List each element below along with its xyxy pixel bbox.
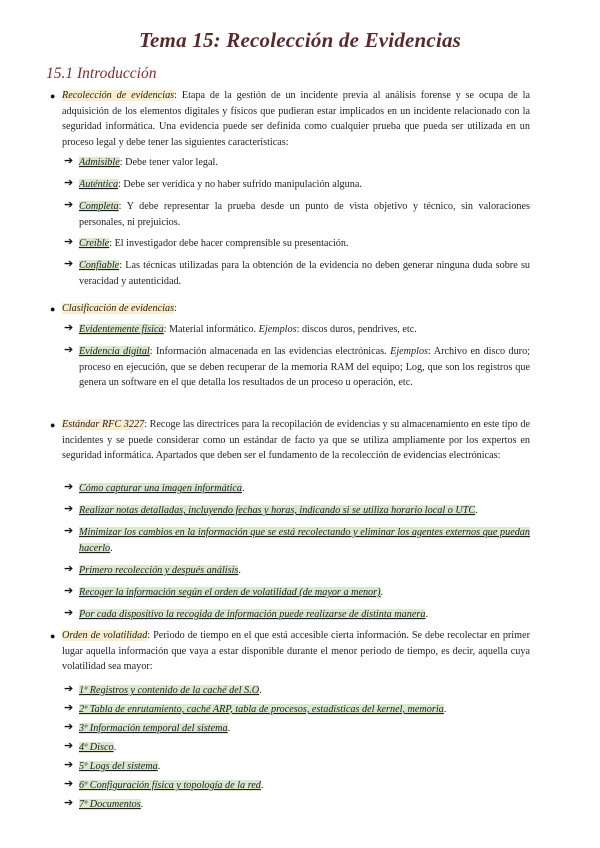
link-item[interactable]: 3º Información temporal del sistema. [79,723,231,734]
bullet-dot: ● [50,91,56,101]
arrow-icon: ➔ [64,525,74,537]
list-item: Evidentemente física: Material informático. Ejemplos: discos duros, pendrives, etc. [79,324,417,335]
link-item[interactable]: 2º Tabla de enrutamiento, caché ARP, tabla de procesos, estadísticas del kernel, memoria. [79,704,447,715]
paragraph-volatilidad: Orden de volatilidad: Periodo de tiempo en el que está accesible cierta información. Se debe recolectar en primer lugar aquella información que vaya a estar disponible durante el menor periodo de tiempo, es decir, aquella cuya volatilidad sea mayor: [62,630,530,673]
list-item: Confiable: Las técnicas utilizadas para la obtención de la evidencia no deben generar ninguna duda sobre su veracidad y autenticidad. [79,260,530,287]
paragraph-rfc: Estándar RFC 3227: Recoge las directrices para la recopilación de evidencias y su almacenamiento en este tipo de incidentes y se puede considerar como un estándar de facto ya que se utiliza ampliamente por los expertos en seguridad informática. Apartados que deben ser el fundamento de la recolección de evidencias electrónicas: [62,419,530,462]
arrow-icon: ➔ [64,481,74,493]
arrow-icon: ➔ [64,563,74,575]
bullet-dot: ● [50,304,56,314]
arrow-icon: ➔ [64,322,74,334]
link-item[interactable]: Minimizar los cambios en la información que se está recolectando y eliminar los agentes externos que puedan hacerlo. [79,527,530,554]
arrow-icon: ➔ [64,503,74,515]
link-item[interactable]: 4º Disco. [79,742,117,753]
link-item[interactable]: 1º Registros y contenido de la caché del S.O. [79,685,262,696]
list-item: Auténtica: Debe ser verídica y no haber sufrido manipulación alguna. [79,179,362,190]
term: Recolección de evidencias [62,90,175,101]
link-item[interactable]: Recoger la información según el orden de volatilidad (de mayor a menor). [79,587,384,598]
arrow-icon: ➔ [64,344,74,356]
list-item: Completa: Y debe representar la prueba desde un punto de vista objetivo y técnico, sin valoraciones personales, ni prejuicios. [79,201,530,228]
arrow-icon: ➔ [64,797,74,809]
arrow-icon: ➔ [64,258,74,270]
bullet-dot: ● [50,631,56,641]
link-item[interactable]: 7º Documentos. [79,799,144,810]
paragraph-recoleccion: Recolección de evidencias: Etapa de la gestión de un incidente previa al análisis forense y se ocupa de la adquisición de los elementos digitales y físicos que pudieran estar implicados en un incidente relacionado con la seguridad informática. Una evidencia puede ser definida como cualquier prueba que pueda ser utilizada en un proceso legal y debe tener las siguientes características: [62,90,530,148]
arrow-icon: ➔ [64,236,74,248]
page-title: Tema 15: Recolección de Evidencias [138,28,462,52]
arrow-icon: ➔ [64,683,74,695]
link-item[interactable]: Primero recolección y después análisis. [79,565,241,576]
arrow-icon: ➔ [64,585,74,597]
link-item[interactable]: Realizar notas detalladas, incluyendo fechas y horas, indicando si se utiliza horario local o UTC. [79,505,478,516]
section-heading: 15.1 Introducción [46,65,157,82]
arrow-icon: ➔ [64,740,74,752]
arrow-icon: ➔ [64,759,74,771]
list-item: Creíble: El investigador debe hacer comprensible su presentación. [79,238,349,249]
arrow-icon: ➔ [64,778,74,790]
link-item[interactable]: 6º Configuración física y topología de la red. [79,780,264,791]
arrow-icon: ➔ [64,721,74,733]
arrow-icon: ➔ [64,702,74,714]
paragraph-clasificacion: Clasificación de evidencias: [62,303,177,314]
arrow-icon: ➔ [64,199,74,211]
bullet-dot: ● [50,420,56,430]
link-item[interactable]: 5º Logs del sistema. [79,761,161,772]
arrow-icon: ➔ [64,155,74,167]
list-item: Evidencia digital: Información almacenada en las evidencias electrónicas. Ejemplos: Archivo en disco duro; proceso en ejecución, que se deben recuperar de la memoria RAM del equipo; Log, que son los registros que genera un software en el que detalla los resultados de un proceso u operación, etc. [79,346,530,389]
arrow-icon: ➔ [64,607,74,619]
list-item: Admisible: Debe tener valor legal. [79,157,218,168]
link-item[interactable]: Cómo capturar una imagen informática. [79,483,245,494]
link-item[interactable]: Por cada dispositivo la recogida de información puede realizarse de distinta manera. [79,609,428,620]
arrow-icon: ➔ [64,177,74,189]
